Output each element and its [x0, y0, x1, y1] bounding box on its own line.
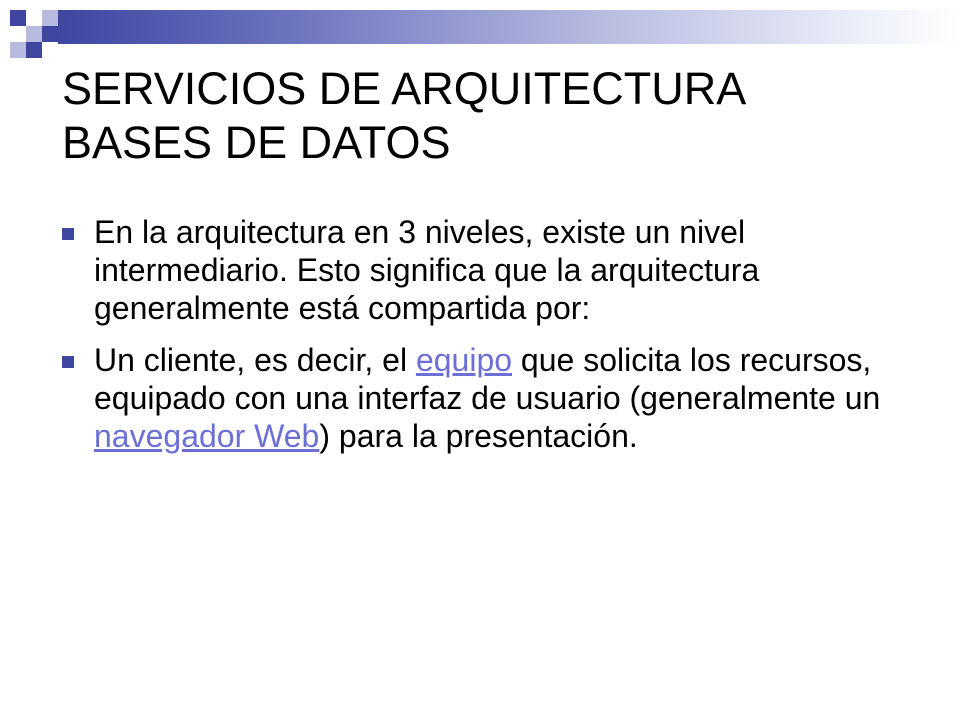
bullet-text-part-1: Un cliente, es decir, el — [94, 342, 416, 378]
bullet-text: En la arquitectura en 3 niveles, existe un nivel intermediario. Esto significa que la arquitectura generalmente está compartida por: — [94, 214, 760, 326]
link-equipo[interactable]: equipo — [415, 342, 513, 378]
deco-square — [42, 10, 58, 26]
list-item — [62, 213, 912, 327]
bullet-text-part-3: ) para la presentación. — [319, 418, 638, 454]
deco-square — [26, 42, 42, 58]
slide-title-line-1: SERVICIOS DE ARQUITECTURA — [62, 63, 747, 114]
deco-square — [26, 26, 42, 42]
square-bullet-icon — [62, 228, 74, 240]
deco-square — [10, 42, 26, 58]
slide-title — [62, 62, 922, 170]
deco-square — [42, 26, 58, 42]
square-bullet-icon — [62, 356, 74, 368]
bullet-text-part-2: que solicita los recursos, equipado con una interfaz de usuario (generalmente un — [94, 342, 881, 416]
list-item — [62, 341, 912, 455]
link-navegador-web[interactable]: navegador Web — [94, 418, 320, 454]
slide-title-line-2: BASES DE DATOS — [62, 117, 451, 168]
deco-square — [10, 10, 26, 26]
bullet-list — [62, 213, 912, 469]
header-gradient-bar — [58, 10, 960, 44]
